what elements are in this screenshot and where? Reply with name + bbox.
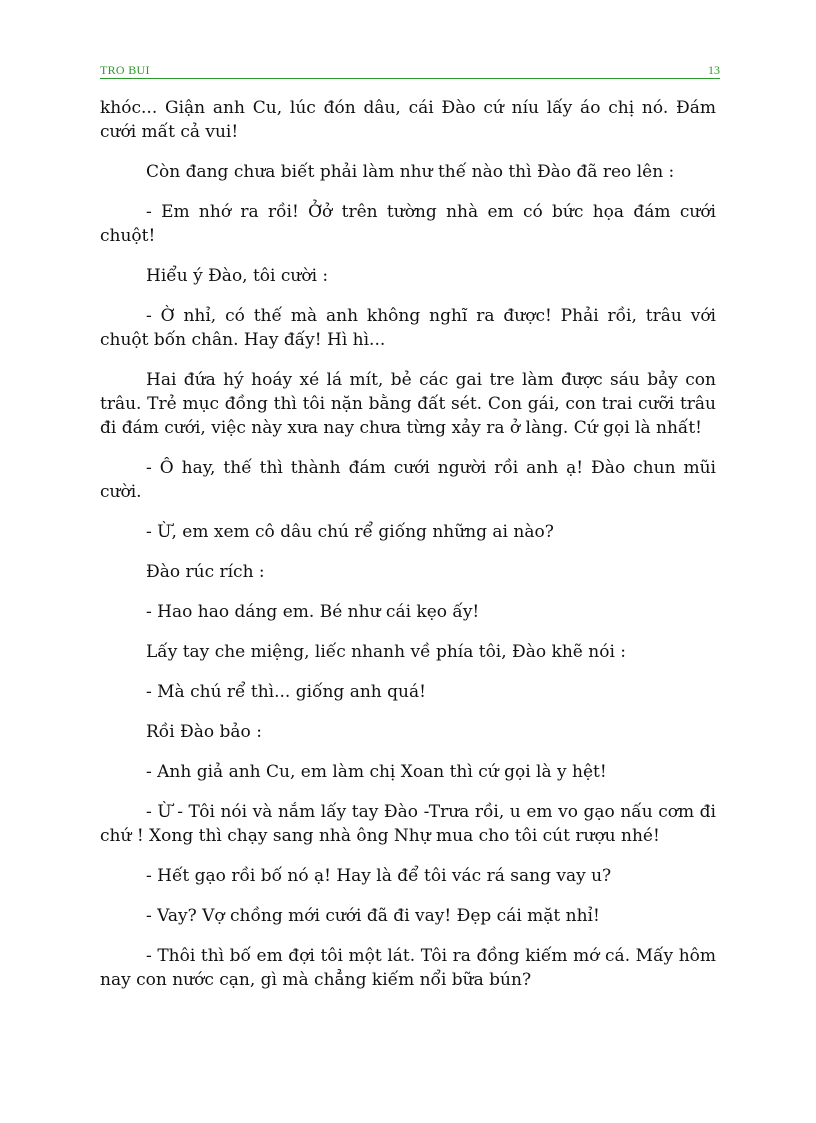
paragraph: - Ờ nhỉ, có thế mà anh không nghĩ ra được! Phải rồi, trâu với chuột bốn chân. Hay đấy! Hì hì... bbox=[100, 306, 716, 350]
running-header bbox=[100, 62, 720, 79]
page-number: 13 bbox=[708, 63, 720, 77]
paragraph: Đào rúc rích : bbox=[146, 562, 265, 582]
paragraph: Còn đang chưa biết phải làm như thế nào thì Đào đã reo lên : bbox=[146, 162, 675, 182]
paragraph: - Vay? Vợ chồng mới cưới đã đi vay! Đẹp cái mặt nhỉ! bbox=[146, 906, 600, 926]
paragraph: - Mà chú rể thì... giống anh quá! bbox=[146, 682, 426, 702]
book-title: TRO BUI bbox=[100, 63, 150, 77]
paragraph: - Hao hao dáng em. Bé như cái kẹo ấy! bbox=[146, 602, 480, 622]
paragraph: - Thôi thì bố em đợi tôi một lát. Tôi ra đồng kiếm mớ cá. Mấy hôm nay con nước cạn, gì mà chẳng kiếm nổi bữa bún? bbox=[100, 946, 716, 990]
paragraph: khóc... Giận anh Cu, lúc đón dâu, cái Đào cứ níu lấy áo chị nó. Đám cưới mất cả vui! bbox=[100, 98, 716, 142]
paragraph: Hiểu ý Đào, tôi cười : bbox=[146, 266, 329, 286]
paragraph: Lấy tay che miệng, liếc nhanh về phía tôi, Đào khẽ nói : bbox=[146, 642, 627, 662]
paragraph: - Ô hay, thế thì thành đám cưới người rồi anh ạ! Đào chun mũi cười. bbox=[100, 458, 716, 502]
paragraph: - Hết gạo rồi bố nó ạ! Hay là để tôi vác rá sang vay u? bbox=[146, 866, 612, 886]
paragraph: Rồi Đào bảo : bbox=[146, 722, 262, 742]
paragraph: - Ừ, em xem cô dâu chú rể giống những ai nào? bbox=[146, 522, 554, 542]
paragraph: - Anh giả anh Cu, em làm chị Xoan thì cứ gọi là y hệt! bbox=[146, 762, 607, 782]
page-body bbox=[100, 96, 716, 1008]
paragraph: - Ừ - Tôi nói và nắm lấy tay Đào -Trưa rồi, u em vo gạo nấu cơm đi chứ ! Xong thì chạy sang nhà ông Nhự mua cho tôi cút rượu nhé! bbox=[100, 802, 716, 846]
paragraph: - Em nhớ ra rồi! Ởở trên tường nhà em có bức họa đám cưới chuột! bbox=[100, 202, 716, 246]
paragraph: Hai đứa hý hoáy xé lá mít, bẻ các gai tre làm được sáu bảy con trâu. Trẻ mục đồng thì tôi nặn bằng đất sét. Con gái, con trai cưỡi trâu đi đám cưới, việc này xưa nay chưa từng xảy ra ở làng. Cứ gọi là nhất! bbox=[100, 370, 716, 438]
